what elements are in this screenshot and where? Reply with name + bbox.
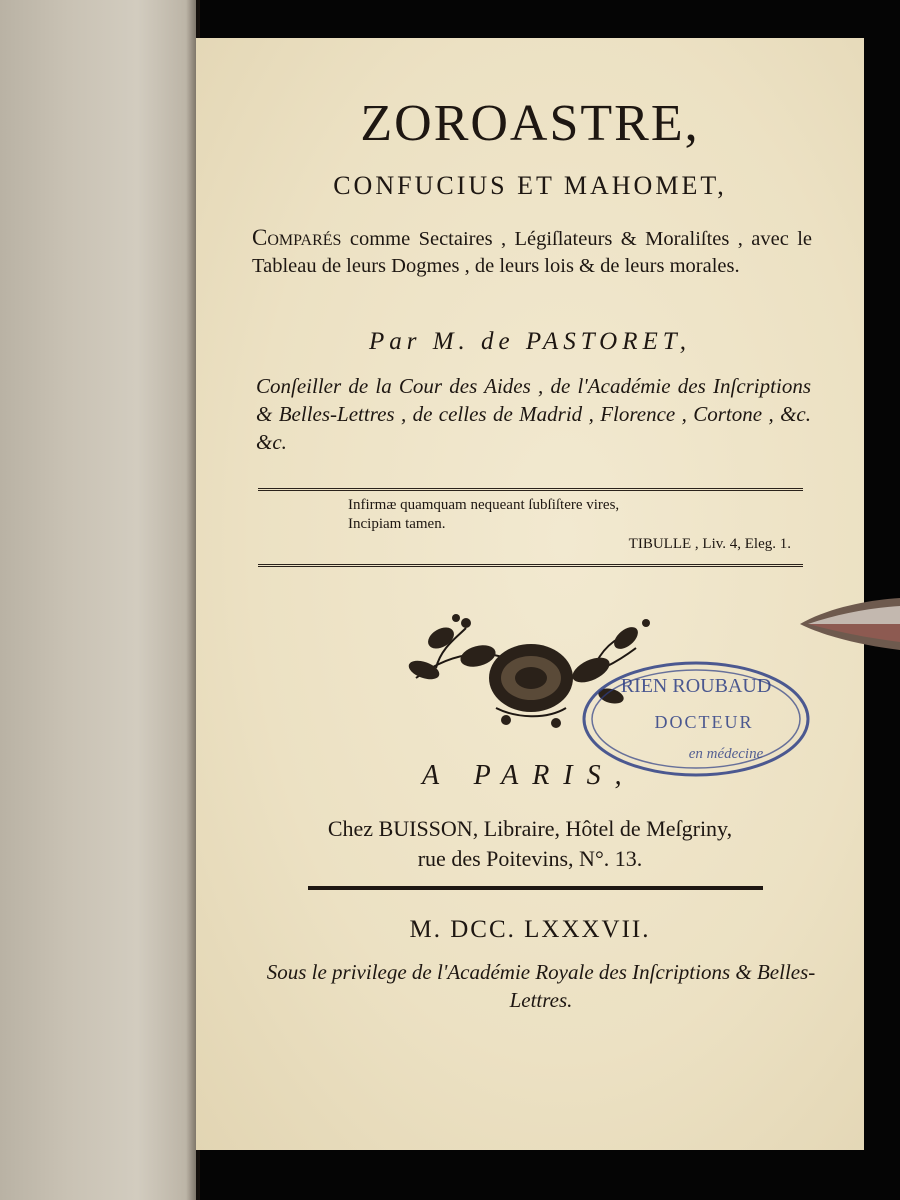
description-lead: Comparés bbox=[252, 225, 342, 250]
top-double-rule bbox=[258, 488, 803, 491]
author-affiliation: Conſeiller de la Cour des Aides , de l'Académie des Inſcriptions & Belles-Lettres , de celles de Madrid , Florence , Cortone , &c. &c. bbox=[256, 374, 811, 454]
stamp-top-text: RIEN ROUBAUD bbox=[620, 675, 772, 697]
book-title: ZOROASTRE, bbox=[360, 95, 700, 152]
imprint-publisher-line-1: Chez BUISSON, Libraire, Hôtel de Meſgriny, bbox=[327, 816, 733, 841]
privilege-note: Sous le privilege de l'Académie Royale des Inſcriptions & Belles-Lettres. bbox=[266, 960, 816, 1012]
imprint-publisher-line-2: rue des Poitevins, N°. 13. bbox=[417, 846, 643, 871]
epigraph-source: TIBULLE , Liv. 4, Eleg. 1. bbox=[628, 536, 791, 552]
title-page bbox=[196, 38, 864, 1150]
epigraph-line-2: Incipiam tamen. bbox=[348, 516, 446, 532]
book-description bbox=[252, 224, 812, 280]
publication-year: M. DCC. LXXXVII. bbox=[409, 916, 651, 943]
description-text: comme Sectaires , Légiſlateurs & Moraliſtes , avec le Tableau de leurs Dogmes , de leurs lois & de leurs morales. bbox=[252, 228, 812, 277]
epigraph bbox=[348, 496, 748, 534]
epigraph-line-1: Infirmæ quamquam nequeant ſubſiſtere vires, bbox=[348, 497, 620, 513]
imprint-city: A PARIS, bbox=[422, 760, 636, 791]
left-facing-page bbox=[0, 0, 196, 1200]
book-subtitle: CONFUCIUS ET MAHOMET, bbox=[333, 171, 727, 200]
stamp-middle-text: DOCTEUR bbox=[654, 712, 754, 732]
bottom-double-rule bbox=[258, 564, 803, 567]
stamp-bottom-text: en médecine bbox=[688, 746, 764, 762]
heavy-rule bbox=[308, 886, 763, 890]
author-line: Par M. de PASTORET, bbox=[368, 328, 692, 355]
page-pointer-pin bbox=[798, 594, 900, 654]
